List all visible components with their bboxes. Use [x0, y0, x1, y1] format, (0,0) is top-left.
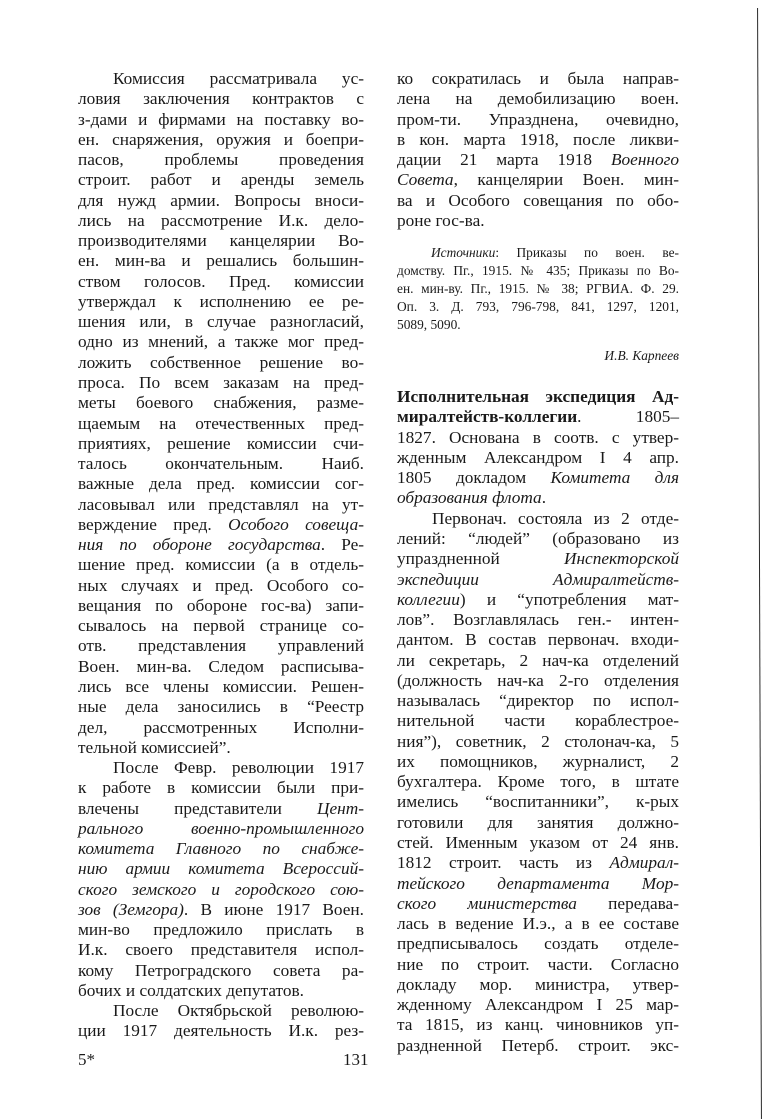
text-line: ные дела заносились в “Реестр	[78, 697, 364, 717]
text-line: их помощников, журналист, 2	[397, 751, 679, 771]
text-line: к работе в комиссии были при-	[78, 778, 364, 798]
text-line: И.к. своего представителя испол-	[78, 940, 364, 960]
text-line: имелись “воспитанники”, к-рых	[397, 792, 679, 812]
article-author: И.В. Карпеев	[604, 348, 679, 364]
text-line: производителями канцелярии Во-	[78, 231, 364, 251]
text-line: лись на рассмотрение И.к. дело-	[78, 210, 364, 230]
cross-reference-link[interactable]: коллегии	[397, 589, 460, 609]
text-line: дантом. В состав первонач. входи-	[397, 630, 679, 650]
text-line: щаемым на отечественных пред-	[78, 413, 364, 433]
cross-reference-link[interactable]: Инспекторской	[563, 549, 679, 569]
sources-label: Источники	[431, 245, 496, 261]
text-line: бухгалтера. Кроме того, в штате	[397, 772, 679, 792]
text-line: приятиях, решение комиссии счи-	[78, 433, 364, 453]
text-line: ния”), советник, 2 столонач-ка, 5	[397, 731, 679, 751]
text-line: ва и Особого совещания по обо-	[397, 190, 679, 210]
text-line: ко сократилась и была направ-	[397, 69, 679, 88]
entry-article	[397, 387, 679, 1056]
cross-reference-link[interactable]: Военного	[610, 150, 679, 170]
sources-line: ен. мин-ву. Пг., 1915. № 38; РГВИА. Ф. 29.	[397, 281, 679, 297]
text-line: шение пред. комиссии (а в отдель-	[78, 555, 364, 575]
entry-title: миралтейств-коллегии	[397, 407, 578, 427]
text-line: лена на демобилизацию воен.	[397, 89, 679, 109]
cross-reference-link[interactable]: Комитета для	[550, 468, 679, 488]
text-line: стей. Именным указом от 24 янв.	[397, 832, 679, 852]
text-line: раздненной Петерб. строит. экс-	[397, 1035, 679, 1055]
cross-reference-link[interactable]: ского земского и городского сою-	[78, 879, 364, 899]
text-line: отв. представления управлений	[78, 636, 364, 656]
text-line: утверждал к исполнению ее ре-	[78, 291, 364, 311]
sources-line: домству. Пг., 1915. № 435; Приказы по Во-	[397, 263, 679, 279]
signature-mark: 5*	[78, 1050, 95, 1069]
text-line	[397, 894, 679, 914]
text-line: талось окончательным. Наиб.	[78, 454, 364, 474]
text-line: ции 1917 деятельность И.к. рез-	[78, 1021, 364, 1041]
text-line: одно из мнений, а также мог пред-	[78, 332, 364, 352]
cross-reference-link[interactable]: Адмирал-	[609, 853, 679, 873]
text-line: Первонач. состояла из 2 отде-	[432, 508, 679, 528]
text-line: вещания по обороне гос-ва) запи-	[78, 595, 364, 615]
text-line: з-дами и фирмами на поставку во-	[78, 109, 364, 129]
text-run: 1805 докладом	[397, 468, 551, 488]
text-line: После Февр. революции 1917	[113, 758, 364, 778]
cross-reference-link[interactable]: зов (Земгора)	[78, 899, 184, 919]
text-run: : Приказы по воен. ве-	[495, 245, 679, 261]
text-line	[397, 853, 679, 873]
cross-reference-link[interactable]: образования флота	[397, 488, 542, 508]
text-run: . В июне 1917 Воен.	[183, 899, 364, 919]
text-line: Воен. мин-ва. Следом расписыва-	[78, 656, 364, 676]
text-line	[78, 515, 364, 535]
page-number: 131	[343, 1050, 369, 1069]
text-line: кому Петроградского совета ра-	[78, 960, 364, 980]
text-line: сывалось на первой странице со-	[78, 616, 364, 636]
sources-line: 5089, 5090.	[397, 317, 461, 333]
text-run: 1812 строит. часть из	[397, 853, 610, 873]
text-line: ством голосов. Пред. комиссии	[78, 271, 364, 291]
spacer	[397, 231, 679, 244]
cross-reference-link[interactable]: нию армии комитета Всероссий-	[78, 859, 364, 879]
text-line: готовили для занятия должно-	[397, 812, 679, 832]
text-line: ных случаях и пред. Особого со-	[78, 575, 364, 595]
entry-dates: . 1805–	[577, 407, 679, 427]
text-line	[397, 549, 679, 569]
text-line	[397, 170, 679, 190]
text-line: пасов, проблемы проведения	[78, 150, 364, 170]
text-line: ласовывал или представлял на ут-	[78, 494, 364, 514]
text-line	[78, 535, 364, 555]
text-run: дации 21 марта 1918	[397, 150, 611, 170]
text-line	[397, 468, 679, 488]
page-edge-line	[757, 8, 762, 1119]
text-line: ли секретарь, 2 нач-ка отделений	[397, 650, 679, 670]
text-run: влечены представители	[78, 798, 318, 818]
text-line: жденным Александром I 4 апр.	[397, 447, 679, 467]
text-line: ние по строит. части. Согласно	[397, 954, 679, 974]
text-line: 1827. Основана в соотв. с утвер-	[397, 427, 679, 447]
text-line: ен. мин-ва и решались большин-	[78, 251, 364, 271]
text-line: лений: “людей” (образовано из	[397, 528, 679, 548]
spacer	[397, 365, 679, 387]
sources-line: Оп. 3. Д. 793, 796-798, 841, 1297, 1201,	[397, 299, 679, 315]
cross-reference-link[interactable]: Особого совеща-	[228, 514, 364, 534]
sources-line	[397, 244, 679, 262]
text-line: лись все члены комиссии. Решен-	[78, 676, 364, 696]
text-line: в кон. марта 1918, после ликви-	[397, 129, 679, 149]
text-run: упраздненной	[397, 549, 564, 569]
cross-reference-link[interactable]: комитета Главного по снабже-	[78, 839, 364, 859]
cross-reference-link[interactable]: ского министерства	[397, 893, 577, 913]
text-line: предписывалось создать отделе-	[397, 934, 679, 954]
text-line	[397, 590, 679, 610]
text-run: ) и “употребления мат-	[459, 589, 679, 609]
cross-reference-link[interactable]: экспедиции Адмиралтейств-	[397, 569, 679, 589]
text-line: строит. работ и аренды земель	[78, 170, 364, 190]
entry-title: Исполнительная экспедиция Ад-	[397, 387, 679, 407]
text-line: проса. По всем заказам на пред-	[78, 372, 364, 392]
text-run: , канцелярии Воен. мин-	[453, 170, 679, 190]
text-run: верждение пред.	[78, 514, 229, 534]
cross-reference-link[interactable]: тейского департамента Мор-	[397, 873, 679, 893]
text-line: пром-ти. Упразднена, очевидно,	[397, 109, 679, 129]
text-line: нительной части кораблестрое-	[397, 711, 679, 731]
text-run: передава-	[576, 893, 679, 913]
text-line: мин-во предложило прислать в	[78, 920, 364, 940]
text-line	[78, 900, 364, 920]
text-line: роне гос-ва.	[397, 210, 485, 230]
text-run: .	[541, 488, 547, 508]
text-line: дел, рассмотренных Исполни-	[78, 717, 364, 737]
text-line: шения или, в случае разногласий,	[78, 312, 364, 332]
text-line: После Октябрьской революю-	[113, 1001, 364, 1021]
text-line	[397, 488, 679, 508]
text-line: ложить собственное решение во-	[78, 352, 364, 372]
text-line: лась в ведение И.э., а в ее составе	[397, 914, 679, 934]
text-line: ловия заключения контрактов с	[78, 89, 364, 109]
text-run: . Ре-	[320, 535, 364, 555]
sources-block	[397, 244, 679, 334]
cross-reference-link[interactable]: Совета	[397, 170, 454, 190]
cross-reference-link[interactable]: ния по обороне государства	[78, 535, 321, 555]
text-line: для нужд армии. Вопросы вноси-	[78, 190, 364, 210]
text-line: Комиссия рассматривала ус-	[113, 69, 364, 88]
text-line	[397, 407, 679, 427]
text-line	[78, 799, 364, 819]
text-line: тельной комиссией”.	[78, 737, 231, 757]
text-line: важные дела пред. комиссии сог-	[78, 474, 364, 494]
text-line: докладу мор. министра, утвер-	[397, 974, 679, 994]
text-line: называлась “директор по испол-	[397, 691, 679, 711]
spacer	[397, 334, 679, 347]
left-column	[78, 69, 364, 1042]
cross-reference-link[interactable]: рального военно-промышленного	[78, 818, 364, 838]
text-line: жденному Александром I 25 мар-	[397, 995, 679, 1015]
text-line	[397, 150, 679, 170]
text-line: (должность нач-ка 2-го отделения	[397, 670, 679, 690]
right-column	[397, 69, 679, 1056]
text-line: ен. снаряжения, оружия и боепри-	[78, 129, 364, 149]
text-line: та 1815, из канц. чиновников уп-	[397, 1015, 679, 1035]
cross-reference-link[interactable]: Цент-	[317, 798, 364, 818]
text-line: бочих и солдатских депутатов.	[78, 980, 304, 1000]
text-line: лов”. Возглавлялась ген.- интен-	[397, 610, 679, 630]
text-line: меты боевого снабжения, разме-	[78, 393, 364, 413]
